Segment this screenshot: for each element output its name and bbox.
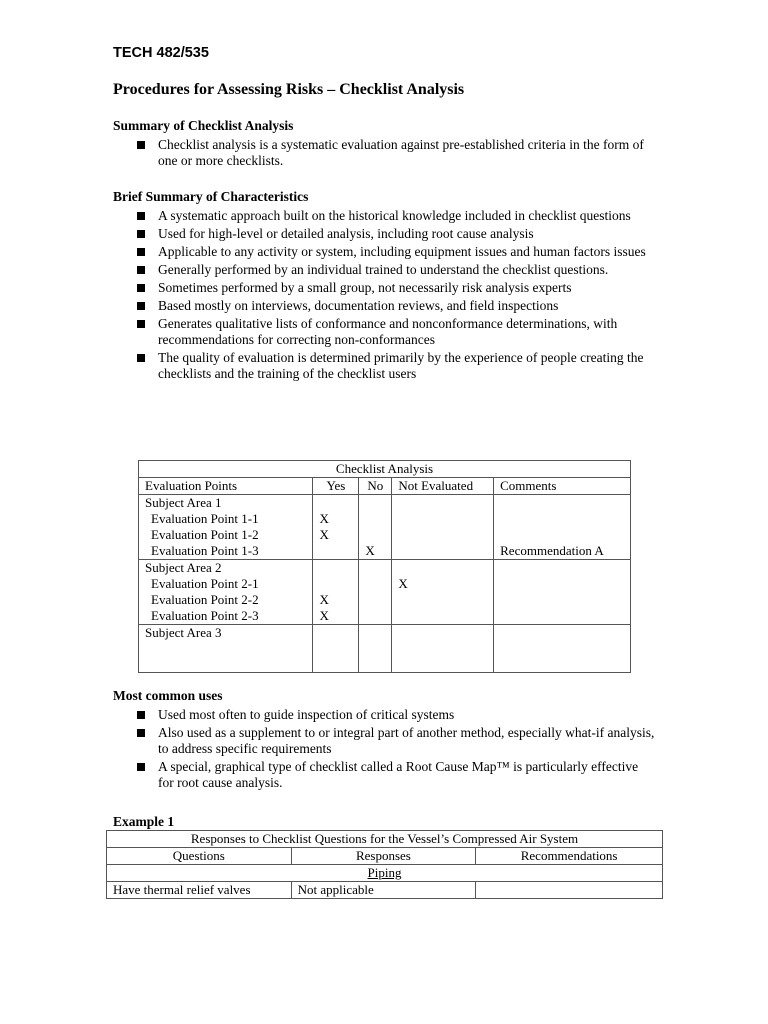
comments-cell: Recommendation A (494, 495, 631, 560)
no-cell (359, 560, 392, 625)
characteristics-heading: Brief Summary of Characteristics (113, 189, 309, 204)
example-table (106, 830, 663, 899)
table-row (107, 882, 663, 899)
bullet-square-icon (137, 141, 145, 149)
course-code: TECH 482/535 (113, 45, 209, 61)
bullet-square-icon (137, 729, 145, 737)
column-header: Yes (313, 478, 359, 495)
summary-heading: Summary of Checklist Analysis (113, 118, 294, 133)
subject-area-cell: Subject Area 1 Evaluation Point 1-1 Evaluation Point 1-2 Evaluation Point 1-3 (139, 495, 313, 560)
column-header: Responses (291, 848, 476, 865)
bullet-square-icon (137, 763, 145, 771)
table-section-row (107, 865, 663, 882)
bullet-square-icon (137, 212, 145, 220)
list-item: Generates qualitative lists of conformance and nonconformance determinations, with recommendations for correcting non-conformances (137, 316, 657, 348)
checklist-analysis-table (138, 460, 631, 673)
table-caption: Responses to Checklist Questions for the Vessel’s Compressed Air System (107, 831, 663, 848)
response-cell: Not applicable (291, 882, 476, 899)
table-caption: Checklist Analysis (139, 461, 631, 478)
column-header: Not Evaluated (392, 478, 494, 495)
list-item: Sometimes performed by a small group, not necessarily risk analysis experts (137, 280, 657, 296)
table-row (139, 625, 631, 673)
column-header: Questions (107, 848, 292, 865)
not-evaluated-cell: X (392, 560, 494, 625)
characteristics-list (137, 208, 657, 384)
yes-cell: X X (313, 560, 359, 625)
list-item: Based mostly on interviews, documentation reviews, and field inspections (137, 298, 657, 314)
table-header-row (139, 478, 631, 495)
uses-list (137, 707, 657, 793)
table-header-row (107, 848, 663, 865)
bullet-square-icon (137, 284, 145, 292)
recommendation-cell (476, 882, 663, 899)
list-item: Checklist analysis is a systematic evaluation against pre-established criteria in the form of one or more checklists. (137, 137, 657, 169)
no-cell (359, 625, 392, 673)
section-label: Piping (367, 865, 402, 880)
not-evaluated-cell (392, 495, 494, 560)
summary-list (137, 137, 657, 171)
example-heading: Example 1 (113, 814, 175, 829)
column-header: Recommendations (476, 848, 663, 865)
bullet-square-icon (137, 711, 145, 719)
no-cell: X (359, 495, 392, 560)
subject-area-cell: Subject Area 2 Evaluation Point 2-1 Evaluation Point 2-2 Evaluation Point 2-3 (139, 560, 313, 625)
bullet-square-icon (137, 248, 145, 256)
bullet-square-icon (137, 266, 145, 274)
list-item: Also used as a supplement to or integral part of another method, especially what-if analysis, to address specific requirements (137, 725, 657, 757)
question-cell: Have thermal relief valves (107, 882, 292, 899)
bullet-square-icon (137, 230, 145, 238)
uses-heading: Most common uses (113, 688, 223, 703)
table-caption-row (107, 831, 663, 848)
list-item: A special, graphical type of checklist called a Root Cause Map™ is particularly effective for root cause analysis. (137, 759, 657, 791)
column-header: No (359, 478, 392, 495)
list-item: Applicable to any activity or system, including equipment issues and human factors issues (137, 244, 657, 260)
comments-cell (494, 625, 631, 673)
list-item: Generally performed by an individual trained to understand the checklist questions. (137, 262, 657, 278)
comments-cell (494, 560, 631, 625)
yes-cell: X X (313, 495, 359, 560)
column-header: Comments (494, 478, 631, 495)
list-item: A systematic approach built on the historical knowledge included in checklist questions (137, 208, 657, 224)
column-header: Evaluation Points (139, 478, 313, 495)
not-evaluated-cell (392, 625, 494, 673)
bullet-square-icon (137, 320, 145, 328)
subject-area-cell: Subject Area 3 (139, 625, 313, 673)
bullet-square-icon (137, 302, 145, 310)
table-row (139, 495, 631, 560)
list-item: The quality of evaluation is determined primarily by the experience of people creating the checklists and the training of the checklist users (137, 350, 657, 382)
list-item: Used most often to guide inspection of critical systems (137, 707, 657, 723)
table-caption-row (139, 461, 631, 478)
bullet-square-icon (137, 354, 145, 362)
page-title: Procedures for Assessing Risks – Checklist Analysis (113, 81, 465, 98)
list-item: Used for high-level or detailed analysis, including root cause analysis (137, 226, 657, 242)
table-row (139, 560, 631, 625)
yes-cell (313, 625, 359, 673)
